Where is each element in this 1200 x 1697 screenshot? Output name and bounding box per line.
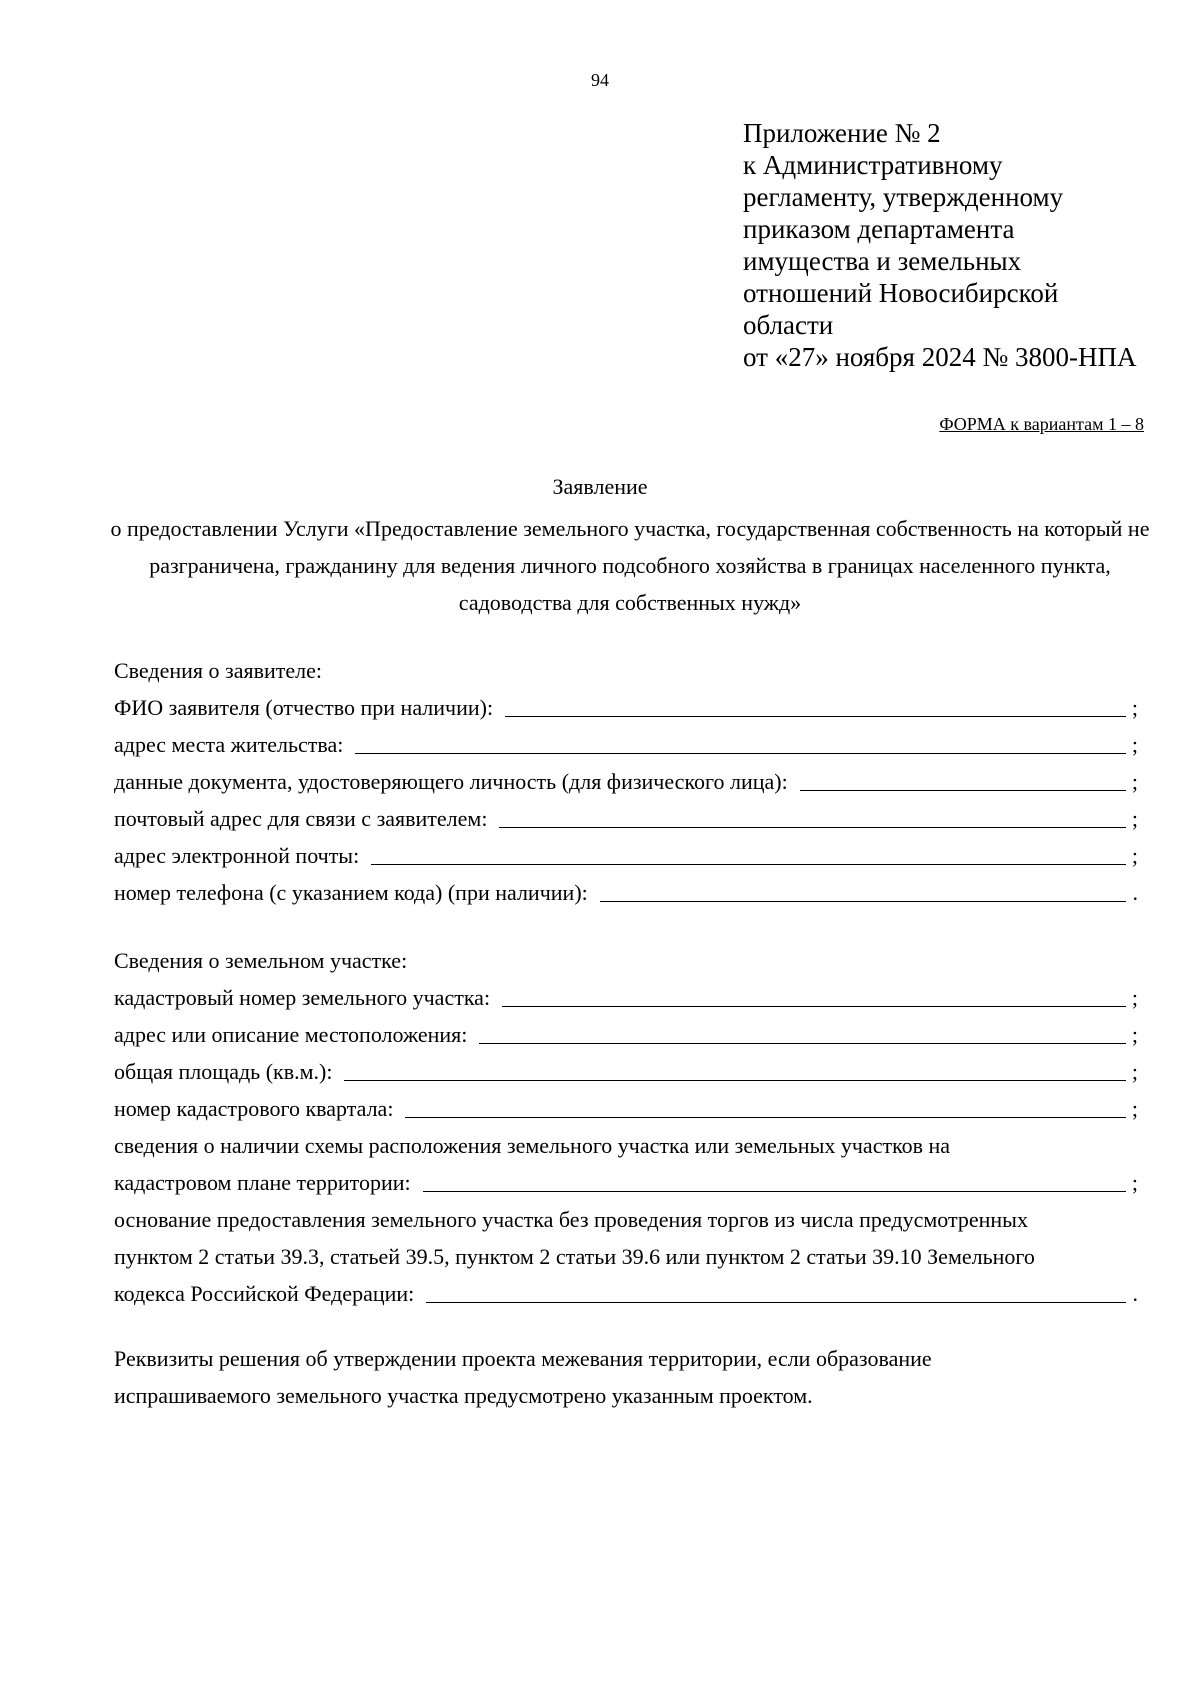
form-row <box>114 1016 1138 1053</box>
cadastral-quarter-field[interactable] <box>405 1090 1126 1118</box>
form-row <box>114 874 1138 911</box>
appendix-line: приказом департамента <box>743 214 1015 244</box>
appendix-line: отношений Новосибирской <box>743 278 1059 308</box>
scheme-field[interactable] <box>423 1164 1126 1192</box>
appendix-line: Приложение № 2 <box>743 118 941 148</box>
identity-document-field[interactable] <box>800 763 1126 791</box>
form-row <box>114 1275 1138 1312</box>
form-row <box>114 800 1138 837</box>
cadastral-number-field[interactable] <box>502 979 1126 1007</box>
field-punct: ; <box>1131 1096 1138 1121</box>
field-punct: . <box>1132 1281 1138 1306</box>
field-punct: ; <box>1131 1059 1138 1084</box>
field-label: адрес места жительства: <box>114 732 344 757</box>
field-punct: ; <box>1131 695 1138 720</box>
appendix-line: от «27» ноября 2024 № 3800-НПА <box>743 342 1137 372</box>
field-punct: ; <box>1131 732 1138 757</box>
field-label: номер кадастрового квартала: <box>114 1096 394 1121</box>
field-label: кадастровом плане территории: <box>114 1170 411 1195</box>
residence-address-field[interactable] <box>355 726 1126 754</box>
form-row <box>114 1164 1138 1201</box>
field-label: адрес электронной почты: <box>114 843 360 868</box>
requisites-paragraph <box>114 1340 1138 1414</box>
field-punct: ; <box>1131 806 1138 831</box>
form-row <box>114 837 1138 874</box>
area-field[interactable] <box>344 1053 1126 1081</box>
location-field[interactable] <box>479 1016 1126 1044</box>
form-row <box>114 1053 1138 1090</box>
field-label: общая площадь (кв.м.): <box>114 1059 333 1084</box>
land-plot-section <box>114 942 1138 1312</box>
field-label: данные документа, удостоверяющего личность (для физического лица): <box>114 769 788 794</box>
field-punct: ; <box>1131 1170 1138 1195</box>
form-row <box>114 979 1138 1016</box>
appendix-line: к Административному <box>743 150 1003 180</box>
field-label: кодекса Российской Федерации: <box>114 1281 415 1306</box>
basis-field[interactable] <box>426 1275 1126 1303</box>
field-label: адрес или описание местоположения: <box>114 1022 468 1047</box>
phone-field[interactable] <box>600 874 1126 902</box>
field-punct: . <box>1132 880 1138 905</box>
form-label: ФОРМА к вариантам 1 – 8 <box>939 414 1144 434</box>
form-row <box>114 763 1138 800</box>
field-label: ФИО заявителя (отчество при наличии): <box>114 695 494 720</box>
field-label: почтовый адрес для связи с заявителем: <box>114 806 488 831</box>
document-title: Заявление <box>552 474 648 499</box>
field-label: номер телефона (с указанием кода) (при наличии): <box>114 880 588 905</box>
appendix-line: области <box>743 310 834 340</box>
field-punct: ; <box>1131 769 1138 794</box>
applicant-name-field[interactable] <box>505 689 1126 717</box>
form-row <box>114 1090 1138 1127</box>
page-number: 94 <box>591 70 609 90</box>
section-heading: Сведения о земельном участке: <box>114 948 408 973</box>
section-heading: Сведения о заявителе: <box>114 658 323 683</box>
field-label-line: сведения о наличии схемы расположения земельного участка или земельных участков на <box>114 1133 951 1158</box>
appendix-block <box>743 117 1136 373</box>
paragraph-line: Реквизиты решения об утверждении проекта межевания территории, если образование <box>114 1346 932 1371</box>
applicant-section <box>114 652 1138 911</box>
field-label-line: пунктом 2 статьи 39.3, статьей 39.5, пунктом 2 статьи 39.6 или пунктом 2 статьи 39.10 Земельного <box>114 1244 1035 1269</box>
paragraph-line: испрашиваемого земельного участка предусмотрено указанным проектом. <box>114 1383 813 1408</box>
document-subtitle: о предоставлении Услуги «Предоставление земельного участка, государственная собственность на который не разграничена, гражданину для ведения личного подсобного хозяйства в границах населенного пункта, садоводства для собственных нужд» <box>110 516 1150 615</box>
field-label-line: основание предоставления земельного участка без проведения торгов из числа предусмотренных <box>114 1207 1028 1232</box>
field-punct: ; <box>1131 843 1138 868</box>
appendix-line: имущества и земельных <box>743 246 1022 276</box>
email-field[interactable] <box>371 837 1126 865</box>
field-label: кадастровый номер земельного участка: <box>114 985 491 1010</box>
field-punct: ; <box>1131 985 1138 1010</box>
form-row <box>114 726 1138 763</box>
appendix-line: регламенту, утвержденному <box>743 182 1064 212</box>
postal-address-field[interactable] <box>499 800 1126 828</box>
form-row <box>114 689 1138 726</box>
field-punct: ; <box>1131 1022 1138 1047</box>
